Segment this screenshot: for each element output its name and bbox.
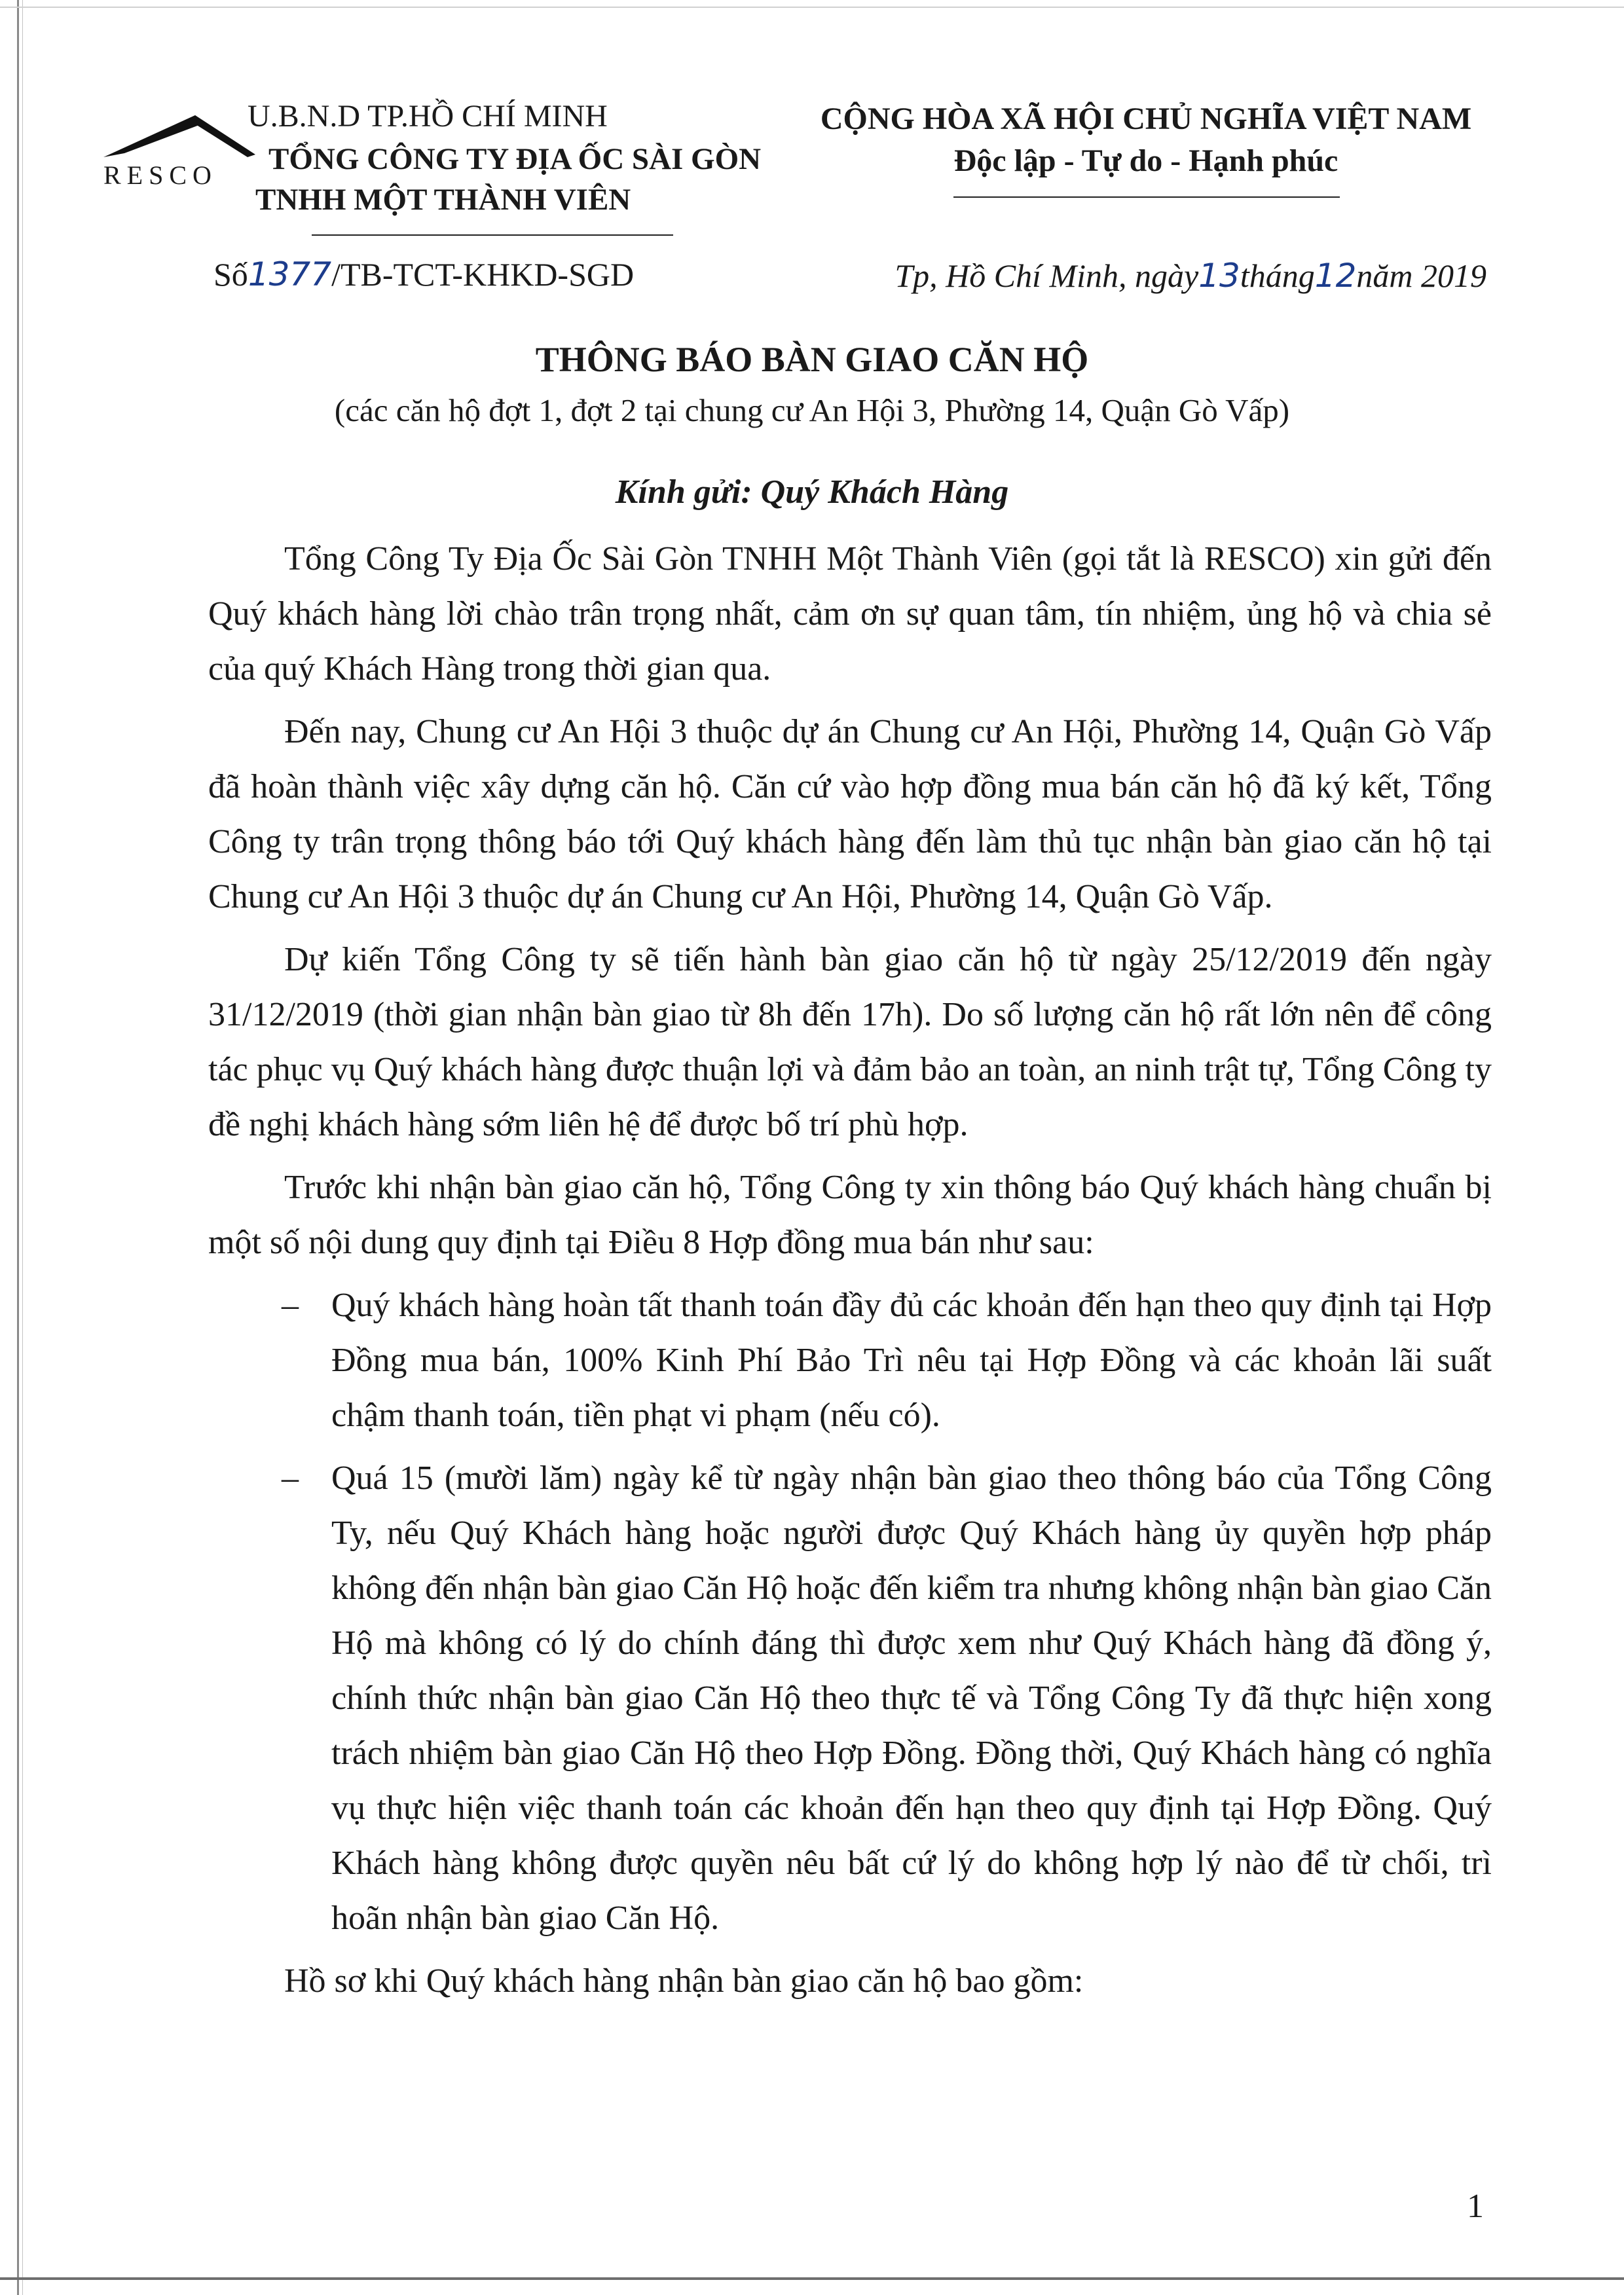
list-item [208,1451,1492,1946]
scan-edge-bottom [0,2277,1624,2280]
salutation: Kính gửi: Quý Khách Hàng [615,473,1009,511]
date-month-label: tháng [1240,257,1315,294]
header-left [98,98,799,295]
doc-number-suffix: /TB-TCT-KHKD-SGD [331,256,635,293]
logo-text: RESCO [103,160,217,190]
doc-number-handwritten: 1377 [248,255,332,293]
paragraph-completion: Đến nay, Chung cư An Hội 3 thuộc dự án Chung cư An Hội, Phường 14, Quận Gò Vấp đã hoàn thành việc xây dựng căn hộ. Căn cứ vào hợp đồng mua bán căn hộ đã ký kết, Tổng Công ty trân trọng thông báo tới Quý khách hàng đến làm thủ tục nhận bàn giao căn hộ tại Chung cư An Hội 3 thuộc dự án Chung cư An Hội, Phường 14, Quận Gò Vấp. [208,713,1492,915]
date-day-handwritten: 13 [1198,257,1240,295]
page-number: 1 [1467,2188,1484,2225]
national-title: CỘNG HÒA XÃ HỘI CHỦ NGHĨA VIỆT NAM [820,101,1472,136]
national-motto: Độc lập - Tự do - Hạnh phúc [953,143,1338,178]
paragraph-intro: Tổng Công Ty Địa Ốc Sài Gòn TNHH Một Thành Viên (gọi tắt là RESCO) xin gửi đến Quý khách hàng lời chào trân trọng nhất, cảm ơn sự quan tâm, tín nhiệm, ủng hộ và chia sẻ của quý Khách Hàng trong thời gian qua. [208,540,1492,688]
resco-logo [98,106,262,191]
org-name: TỔNG CÔNG TY ĐỊA ỐC SÀI GÒN [268,142,762,176]
bullet-dash: – [282,1460,299,1497]
paragraph-schedule: Dự kiến Tổng Công ty sẽ tiến hành bàn giao căn hộ từ ngày 25/12/2019 đến ngày 31/12/2019 (thời gian nhận bàn giao từ 8h đến 17h). Do số lượng căn hộ rất lớn nên để công tác phục vụ Quý khách hàng được thuận lợi và đảm bảo an toàn, an ninh trật tự, Tổng Công ty đề nghị khách hàng sớm liên hệ để được bố trí phù hợp. [208,941,1492,1143]
list-item-text: Quý khách hàng hoàn tất thanh toán đầy đủ các khoản đến hạn theo quy định tại Hợp Đồng mua bán, 100% Kinh Phí Bảo Trì nêu tại Hợp Đồng và các khoản lãi suất chậm thanh toán, tiền phạt vi phạm (nếu có). [331,1287,1492,1434]
document-number [213,255,634,293]
date-month-handwritten: 12 [1314,257,1357,295]
header-right-divider [953,196,1340,198]
paragraph-documents: Hồ sơ khi Quý khách hàng nhận bàn giao căn hộ bao gồm: [284,1962,1084,2000]
doc-number-prefix: Số [213,256,248,293]
paragraph-preparation: Trước khi nhận bàn giao căn hộ, Tổng Công ty xin thông báo Quý khách hàng chuẩn bị một số nội dung quy định tại Điều 8 Hợp đồng mua bán như sau: [208,1169,1492,1261]
date-prefix: Tp, Hồ Chí Minh, ngày [895,257,1199,294]
list-item-text: Quá 15 (mười lăm) ngày kể từ ngày nhận bàn giao theo thông báo của Tổng Công Ty, nếu Quý Khách hàng hoặc người được Quý Khách hàng ủy quyền hợp pháp không đến nhận bàn giao Căn Hộ hoặc đến kiểm tra nhưng không nhận bàn giao Căn Hộ mà không có lý do chính đáng thì được xem như Quý Khách hàng đã đồng ý, chính thức nhận bàn giao Căn Hộ theo thực tế và Tổng Công Ty đã thực hiện xong trách nhiệm bàn giao Căn Hộ theo Hợp Đồng. Đồng thời, Quý Khách hàng có nghĩa vụ thực hiện việc thanh toán các khoản đến hạn theo quy định tại Hợp Đồng. Quý Khách hàng không được quyền nêu bất cứ lý do không hợp lý nào để từ chối, trì hoãn nhận bàn giao Căn Hộ. [331,1460,1492,1937]
requirements-list [208,1278,1492,1946]
header-left-divider [312,234,673,236]
list-item [208,1278,1492,1443]
document-subtitle: (các căn hộ đợt 1, đợt 2 tại chung cư An Hội 3, Phường 14, Quận Gò Vấp) [334,392,1290,428]
date-line [895,257,1486,295]
org-type: TNHH MỘT THÀNH VIÊN [255,183,631,217]
org-parent: U.B.N.D TP.HỒ CHÍ MINH [248,99,608,134]
document-title: THÔNG BÁO BÀN GIAO CĂN HỘ [535,340,1089,379]
document-body [208,532,1492,2017]
header-right [779,98,1513,295]
bullet-dash: – [282,1287,299,1324]
scan-edge-top [0,7,1624,8]
date-year: năm 2019 [1356,257,1486,294]
